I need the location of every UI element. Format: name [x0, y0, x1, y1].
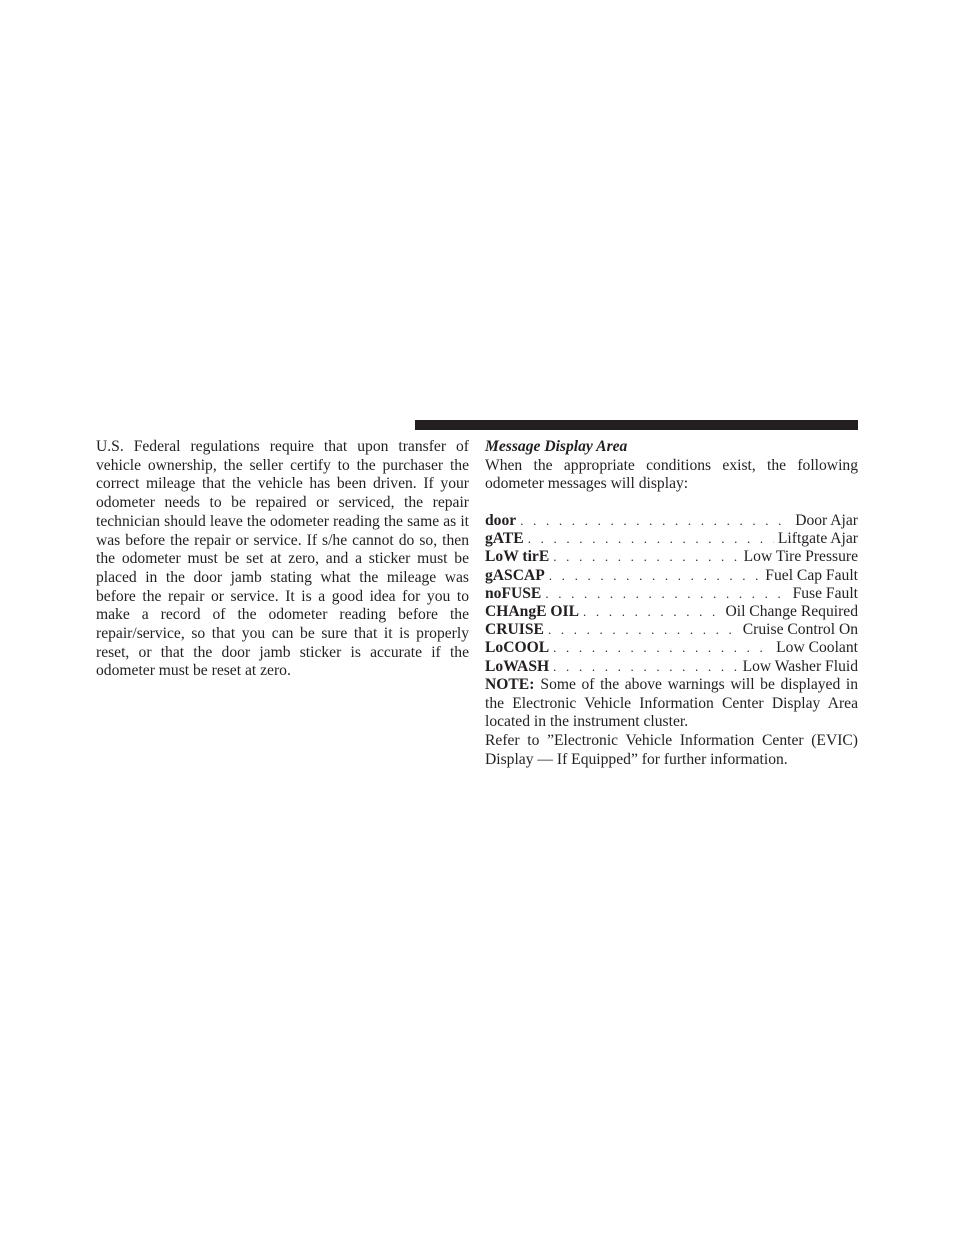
- note-label: NOTE:: [485, 675, 535, 693]
- left-column: [96, 438, 469, 681]
- message-row: [485, 603, 858, 621]
- leader-dots: [553, 639, 772, 657]
- leader-dots: [549, 567, 762, 585]
- message-description: Fuse Fault: [792, 584, 858, 602]
- message-description: Door Ajar: [795, 512, 858, 530]
- message-description: Low Tire Pressure: [743, 548, 858, 566]
- message-row: [485, 567, 858, 585]
- leader-dots: [583, 603, 721, 621]
- message-description: Liftgate Ajar: [777, 530, 858, 548]
- note-paragraph: [485, 676, 858, 732]
- refer-paragraph: Refer to ”Electronic Vehicle Information Center (EVIC) Display — If Equipped” for further information.: [485, 731, 858, 768]
- leader-dots: [553, 658, 738, 676]
- message-row: [485, 621, 858, 639]
- message-row: [485, 639, 858, 657]
- right-column: [485, 438, 858, 769]
- message-code: LoCOOL: [485, 639, 550, 657]
- intro-paragraph: When the appropriate conditions exist, the following odometer messages will display:: [485, 456, 858, 493]
- message-code: LoWASH: [485, 657, 550, 675]
- odometer-message-list: [485, 512, 858, 676]
- message-code: CHAngE OIL: [485, 603, 580, 621]
- leader-dots: [553, 548, 739, 566]
- message-description: Fuel Cap Fault: [765, 566, 858, 584]
- leader-dots: [548, 621, 739, 639]
- message-code: CRUISE: [485, 621, 544, 639]
- note-text: Some of the above warnings will be displayed in the Electronic Vehicle Information Center Display Area located in the instrument cluster.: [485, 675, 858, 731]
- leader-dots: [528, 530, 774, 548]
- section-title: Message Display Area: [485, 438, 628, 455]
- message-row: [485, 548, 858, 566]
- section-header-bar: [415, 420, 858, 430]
- message-description: Oil Change Required: [725, 603, 858, 621]
- message-code: noFUSE: [485, 584, 542, 602]
- leader-dots: [545, 585, 788, 603]
- message-code: LoW tirE: [485, 548, 550, 566]
- message-row: [485, 585, 858, 603]
- message-code: door: [485, 512, 517, 530]
- message-row: [485, 530, 858, 548]
- message-description: Cruise Control On: [742, 621, 858, 639]
- message-row: [485, 658, 858, 676]
- message-code: gATE: [485, 530, 524, 548]
- message-row: [485, 512, 858, 530]
- message-description: Low Coolant: [776, 639, 858, 657]
- message-code: gASCAP: [485, 566, 545, 584]
- odometer-regulations-paragraph: U.S. Federal regulations require that upon transfer of vehicle ownership, the seller certify to the purchaser the correct mileage that the vehicle has been driven. If your odometer needs to be repaired or serviced, the repair technician should leave the odometer reading the same as it was before the repair or service. If s/he cannot do so, then the odometer must be set at zero, and a sticker must be placed in the door jamb stating what the mileage was before the repair or service. It is a good idea for you to make a record of the odometer reading before the repair/service, so that you can be sure that it is properly reset, or that the door jamb sticker is accurate if the odometer must be reset at zero.: [96, 438, 469, 680]
- leader-dots: [520, 512, 791, 530]
- message-description: Low Washer Fluid: [742, 657, 858, 675]
